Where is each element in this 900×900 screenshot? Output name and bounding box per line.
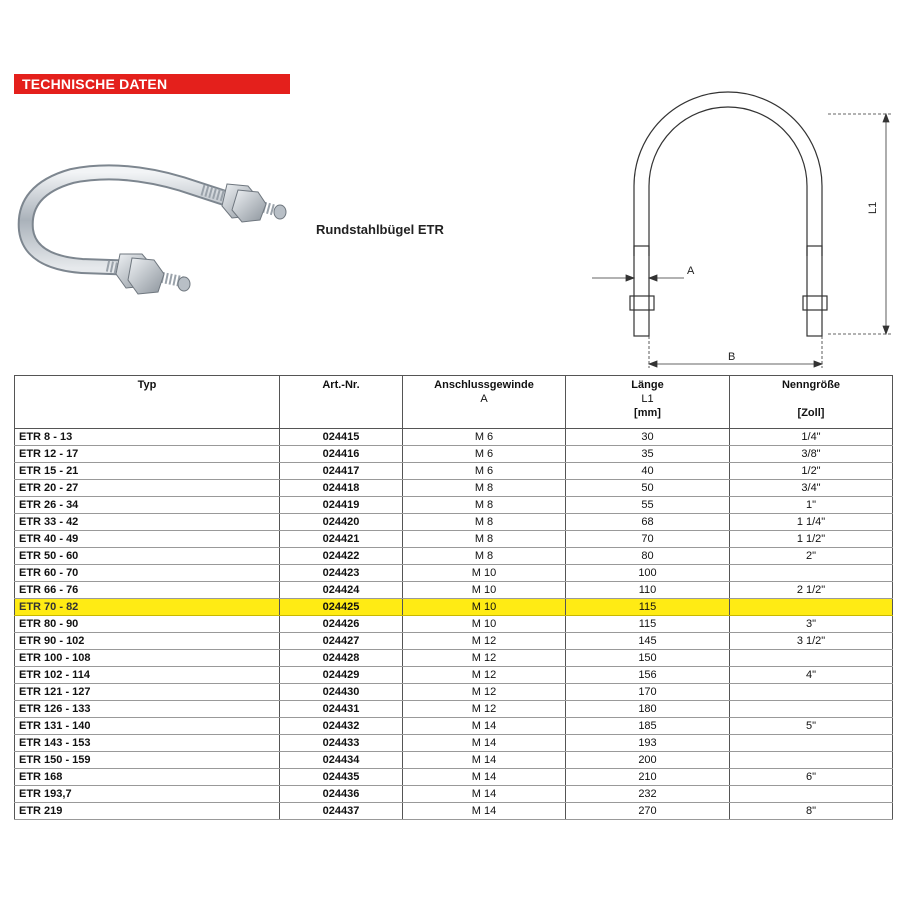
cell-laenge: 232 [566,786,730,803]
dimension-label-l1: L1 [867,201,879,214]
cell-laenge: 193 [566,735,730,752]
dimension-label-b: B [728,351,736,363]
cell-typ: ETR 70 - 82 [15,599,280,616]
cell-laenge: 150 [566,650,730,667]
cell-nenngroesse: 2" [730,548,893,565]
cell-laenge: 68 [566,514,730,531]
cell-nenngroesse: 1 1/4" [730,514,893,531]
table-row [15,667,893,684]
table-row [15,565,893,582]
table-row [15,701,893,718]
table-row [15,735,893,752]
cell-art-nr: 024420 [280,514,403,531]
cell-gewinde: M 12 [403,684,566,701]
cell-art-nr: 024419 [280,497,403,514]
cell-typ: ETR 15 - 21 [15,463,280,480]
cell-gewinde: M 12 [403,667,566,684]
header-typ: Typ [15,376,280,429]
cell-laenge: 170 [566,684,730,701]
cell-gewinde: M 8 [403,480,566,497]
table-row [15,752,893,769]
cell-laenge: 210 [566,769,730,786]
cell-typ: ETR 26 - 34 [15,497,280,514]
cell-gewinde: M 14 [403,769,566,786]
cell-laenge: 270 [566,803,730,820]
table-row [15,497,893,514]
table-row [15,633,893,650]
cell-nenngroesse: 1/2" [730,463,893,480]
cell-art-nr: 024423 [280,565,403,582]
cell-nenngroesse [730,684,893,701]
table-row [15,446,893,463]
section-title: TECHNISCHE DATEN [14,74,290,94]
cell-gewinde: M 14 [403,752,566,769]
cell-typ: ETR 168 [15,769,280,786]
cell-art-nr: 024430 [280,684,403,701]
cell-typ: ETR 131 - 140 [15,718,280,735]
cell-laenge: 185 [566,718,730,735]
cell-nenngroesse: 1 1/2" [730,531,893,548]
cell-gewinde: M 12 [403,701,566,718]
header-gewinde: Anschlussgewinde A [403,376,566,429]
table-row [15,786,893,803]
cell-nenngroesse [730,752,893,769]
cell-typ: ETR 143 - 153 [15,735,280,752]
cell-typ: ETR 60 - 70 [15,565,280,582]
cell-nenngroesse: 1" [730,497,893,514]
cell-gewinde: M 8 [403,497,566,514]
cell-laenge: 100 [566,565,730,582]
header-laenge: Länge L1 [mm] [566,376,730,429]
spec-table [14,375,893,820]
cell-laenge: 30 [566,429,730,446]
cell-laenge: 110 [566,582,730,599]
table-row [15,463,893,480]
cell-typ: ETR 12 - 17 [15,446,280,463]
cell-nenngroesse [730,650,893,667]
table-row [15,769,893,786]
cell-nenngroesse [730,735,893,752]
header-art-nr: Art.-Nr. [280,376,403,429]
cell-art-nr: 024434 [280,752,403,769]
cell-laenge: 115 [566,616,730,633]
cell-nenngroesse: 8" [730,803,893,820]
cell-typ: ETR 20 - 27 [15,480,280,497]
cell-typ: ETR 126 - 133 [15,701,280,718]
table-row [15,480,893,497]
cell-art-nr: 024415 [280,429,403,446]
cell-gewinde: M 10 [403,616,566,633]
product-name: Rundstahlbügel ETR [316,222,444,237]
u-bolt-photo-icon [12,150,302,310]
cell-nenngroesse: 4" [730,667,893,684]
cell-art-nr: 024425 [280,599,403,616]
cell-typ: ETR 150 - 159 [15,752,280,769]
cell-gewinde: M 6 [403,463,566,480]
table-row [15,548,893,565]
dimension-label-a: A [687,265,695,277]
technical-drawing [592,86,892,376]
cell-nenngroesse: 3/4" [730,480,893,497]
cell-gewinde: M 10 [403,582,566,599]
cell-gewinde: M 12 [403,633,566,650]
cell-art-nr: 024424 [280,582,403,599]
table-row [15,582,893,599]
cell-gewinde: M 10 [403,565,566,582]
cell-nenngroesse: 3" [730,616,893,633]
cell-art-nr: 024435 [280,769,403,786]
cell-gewinde: M 14 [403,786,566,803]
cell-art-nr: 024422 [280,548,403,565]
table-row [15,429,893,446]
cell-typ: ETR 219 [15,803,280,820]
cell-gewinde: M 10 [403,599,566,616]
cell-nenngroesse: 1/4" [730,429,893,446]
cell-art-nr: 024433 [280,735,403,752]
cell-art-nr: 024426 [280,616,403,633]
cell-typ: ETR 121 - 127 [15,684,280,701]
cell-gewinde: M 8 [403,548,566,565]
cell-nenngroesse: 2 1/2" [730,582,893,599]
cell-nenngroesse: 3/8" [730,446,893,463]
table-row [15,650,893,667]
cell-laenge: 35 [566,446,730,463]
cell-gewinde: M 6 [403,429,566,446]
cell-art-nr: 024418 [280,480,403,497]
cell-art-nr: 024436 [280,786,403,803]
header-nenngroesse: Nenngröße [Zoll] [730,376,893,429]
cell-art-nr: 024421 [280,531,403,548]
cell-art-nr: 024416 [280,446,403,463]
cell-typ: ETR 50 - 60 [15,548,280,565]
cell-gewinde: M 6 [403,446,566,463]
cell-nenngroesse: 5" [730,718,893,735]
cell-art-nr: 024431 [280,701,403,718]
cell-art-nr: 024437 [280,803,403,820]
cell-gewinde: M 8 [403,514,566,531]
cell-laenge: 50 [566,480,730,497]
cell-typ: ETR 100 - 108 [15,650,280,667]
table-row [15,718,893,735]
cell-laenge: 200 [566,752,730,769]
cell-nenngroesse [730,786,893,803]
cell-nenngroesse [730,701,893,718]
table-row [15,531,893,548]
cell-art-nr: 024432 [280,718,403,735]
cell-laenge: 70 [566,531,730,548]
cell-art-nr: 024417 [280,463,403,480]
cell-typ: ETR 102 - 114 [15,667,280,684]
cell-art-nr: 024427 [280,633,403,650]
cell-laenge: 156 [566,667,730,684]
cell-typ: ETR 80 - 90 [15,616,280,633]
cell-laenge: 115 [566,599,730,616]
cell-laenge: 145 [566,633,730,650]
cell-laenge: 55 [566,497,730,514]
cell-typ: ETR 66 - 76 [15,582,280,599]
cell-nenngroesse: 3 1/2" [730,633,893,650]
table-row [15,803,893,820]
cell-laenge: 40 [566,463,730,480]
cell-gewinde: M 14 [403,735,566,752]
cell-art-nr: 024429 [280,667,403,684]
table-header-row [15,376,893,429]
cell-gewinde: M 12 [403,650,566,667]
cell-typ: ETR 193,7 [15,786,280,803]
cell-typ: ETR 33 - 42 [15,514,280,531]
cell-nenngroesse: 6" [730,769,893,786]
table-row [15,684,893,701]
table-body [15,429,893,820]
cell-gewinde: M 8 [403,531,566,548]
cell-laenge: 80 [566,548,730,565]
cell-typ: ETR 40 - 49 [15,531,280,548]
cell-art-nr: 024428 [280,650,403,667]
cell-gewinde: M 14 [403,718,566,735]
table-row [15,599,893,616]
cell-nenngroesse [730,599,893,616]
cell-laenge: 180 [566,701,730,718]
cell-typ: ETR 90 - 102 [15,633,280,650]
table-row [15,616,893,633]
table-row [15,514,893,531]
cell-nenngroesse [730,565,893,582]
cell-gewinde: M 14 [403,803,566,820]
cell-typ: ETR 8 - 13 [15,429,280,446]
